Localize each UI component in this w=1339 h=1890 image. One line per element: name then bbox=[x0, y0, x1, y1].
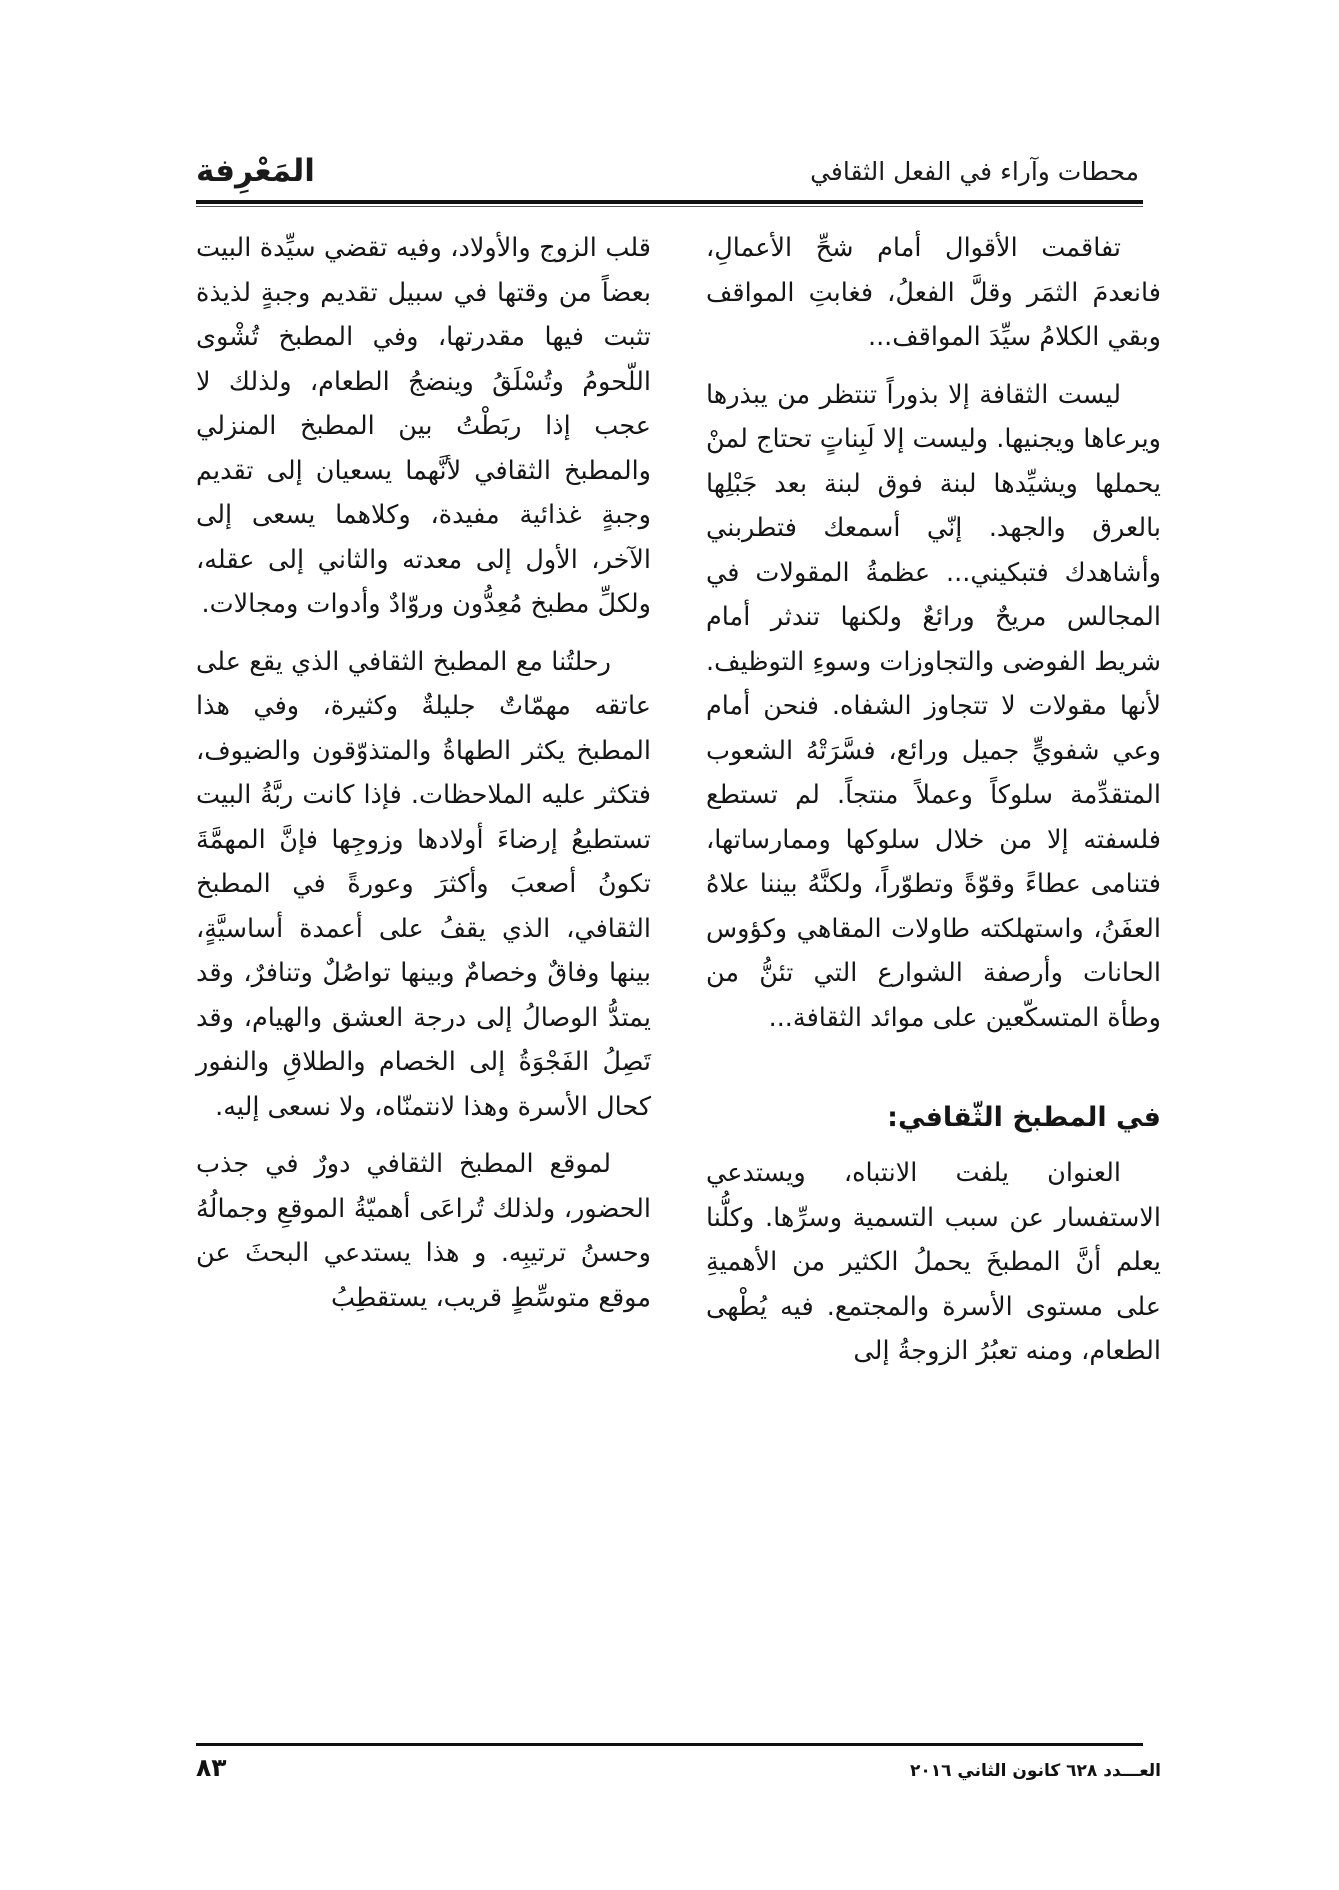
issue-info: العـــدد ٦٢٨ كانون الثاني ٢٠١٦ bbox=[909, 1761, 1161, 1781]
paragraph: العنوان يلفت الانتباه، ويستدعي الاستفسار عن سبب التسمية وسرِّها. وكلُّنا يعلم أنَّ المطبخَ يحملُ الكثير من الأهميةِ على مستوى الأسرة والمجتمع. فيه يُطْهى الطعام، ومنه تعبُرُ الزوجةُ إلى bbox=[706, 1158, 1161, 1366]
right-column bbox=[706, 226, 1161, 1387]
paragraph: رحلتُنا مع المطبخ الثقافي الذي يقع على عاتقه مهمّاتٌ جليلةٌ وكثيرة، وفي هذا المطبخ يكثر الطهاةُ والمتذوّقون والضيوف، فتكثر عليه الملاحظات. فإذا كانت ربَّةُ البيت تستطيعُ إرضاءَ أولادها وزوجِها فإنَّ المهمَّةَ تكونُ أصعبَ وأكثرَ وعورةً في المطبخ الثقافي، الذي يقفُ على أعمدة أساسيَّةٍ، بينها وفاقٌ وخصامٌ وبينها تواصُلٌ وتنافرٌ، وقد يمتدُّ الوصالُ إلى درجة العشق والهيام، وقد تَصِلُ الفَجْوَةُ إلى الخصام والطلاقِ والنفور كحال الأسرة وهذا لانتمنّاه، ولا نسعى إليه. bbox=[196, 646, 651, 1122]
paragraph: قلب الزوج والأولاد، وفيه تقضي سيِّدة البيت بعضاً من وقتها في سبيل تقديم وجبةٍ لذيذة تثبت فيها مقدرتها، وفي المطبخ تُشْوى اللّحومُ وتُسْلَقُ وينضجُ الطعام، ولذلك لا عجب إذا ربَطْتُ بين المطبخ المنزلي والمطبخ الثقافي لأنَّهما يسعيان إلى تقديم وجبةٍ غذائية مفيدة، وكلاهما يسعى إلى الآخر، الأول إلى معدته والثاني إلى عقله، ولكلِّ مطبخ مُعِدُّون وروّادٌ وأدوات ومجالات. bbox=[196, 233, 651, 619]
page-number: ٨٣ bbox=[196, 1753, 227, 1782]
section-title: محطات وآراء في الفعل الثقافي bbox=[810, 157, 1139, 186]
section-heading: في المطبخ الثّقافي: bbox=[887, 1102, 1161, 1133]
magazine-logo: المَعْرِفة bbox=[196, 153, 315, 189]
paragraph: ليست الثقافة إلا بذوراً تنتظر من يبذرها ويرعاها ويجنيها. وليست إلا لَبِناتٍ تحتاج لمنْ يحملها ويشيِّدها لبنة فوق لبنة بعد جَبْلِها بالعرق والجهد. إنّي أسمعك فتطربني وأشاهدك فتبكيني... عظمةُ المقولات في المجالس مريحٌ ورائعٌ ولكنها تندثر أمام شريط الفوضى والتجاوزات وسوءِ التوظيف. لأنها مقولات لا تتجاوز الشفاه. فنحن أمام وعي شفويٍّ جميل ورائع، فسَّرَتْهُ الشعوب المتقدِّمة سلوكاً وعملاً منتجاً. لم تستطع فلسفته إلا من خلال سلوكها وممارساتها، فتنامى عطاءً وقوّةً وتطوّراً، ولكنَّهُ بيننا علاهُ العفَنُ، واستهلكته طاولات المقاهي وكؤوس الحانات وأرصفة الشوارع التي تئنُّ من وطأة المتسكّعين على موائد الثقافة... bbox=[706, 379, 1161, 1033]
paragraph: لموقع المطبخ الثقافي دورٌ في جذب الحضور، ولذلك تُراعَى أهميّةُ الموقعِ وجمالُهُ وحسنُ ترتيبِه. و هذا يستدعي البحثَ عن موقع متوسِّطٍ قريب، يستقطِبُ bbox=[196, 1149, 651, 1313]
paragraph: تفاقمت الأقوال أمام شحِّ الأعمالِ، فانعدمَ الثمَر وقلَّ الفعلُ، فغابتِ المواقف وبقي الكلامُ سيِّدَ المواقف... bbox=[706, 233, 1161, 352]
left-column bbox=[196, 226, 651, 1333]
header-rule bbox=[196, 200, 1143, 204]
footer-rule bbox=[196, 1743, 1143, 1746]
header-rule-thin bbox=[196, 206, 1143, 207]
